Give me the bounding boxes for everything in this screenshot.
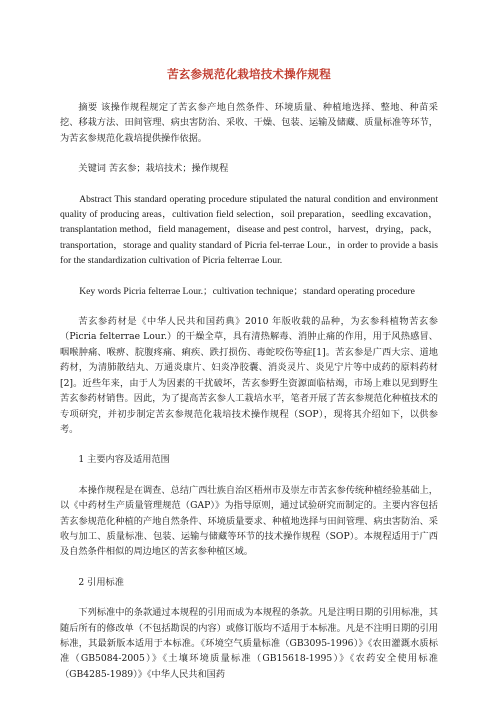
spacer (60, 146, 438, 161)
spacer (60, 269, 438, 284)
section-1-body: 本操作规程是在调查、总结广西壮族自治区梧州市及崇左市苦玄参传统种植经验基础上，以《中药材生产质量管理规范（GAP）》为指导原则，通过试验研究而制定的。主要内容包括苦玄参规范化种植的产地自然条件、环境质量要求、种植地选择与田间管理、病虫害防治、采收与加工、质量标准、包装、运输与储藏等环节的技术操作规程（SOP）。本规程适用于广西及自然条件相似的周边地区的苦玄参种植区域。 (60, 484, 438, 558)
spacer (60, 590, 438, 605)
abstract-en: Abstract This standard operating procedure stipulated the natural condition and environment quality of producing areas，cultivation field selection，soil preparation，seedling excavation，transplantation method，field management，disease and pest control，harvest，drying，pack，transportation，storage and quality standard of Picria fel-terrae Lour.，in order to provide a basis for the standardization cultivation of Picria felterrae Lour. (60, 193, 438, 267)
spacer (60, 177, 438, 192)
section-1-heading: 1 主要内容及适用范围 (78, 454, 170, 466)
section-2-heading: 2 引用标准 (78, 576, 124, 588)
spacer (60, 437, 438, 452)
abstract-cn: 摘要 该操作规程规定了苦玄参产地自然条件、环境质量、种植地选择、整地、种苗采挖、移栽方法、田间管理、病虫害防治、采收、干燥、包装、运输及储藏、质量标准等环节，为苦玄参规范化栽培提供操作依据。 (60, 102, 438, 144)
section-2-body: 下列标准中的条款通过本规程的引用而成为本规程的条款。凡是注明日期的引用标准，其随后所有的修改单（不包括勘误的内容）或修订版均不适用于本标准。凡是不注明日期的引用标准，其最新版本适用于本标准。《环境空气质量标准（GB3095-1996）》《农田灌溉水质标准（GB5084-2005）》《土壤环境质量标准（GB15618-1995）》《农药安全使用标准（GB4285-1989）》《中华人民共和国药 (60, 607, 438, 680)
page-title: 苦玄参规范化栽培技术操作规程 (167, 67, 331, 81)
keywords-en: Key words Picria felterrae Lour.；cultivation technique；standard operating procedure (79, 285, 415, 297)
spacer (60, 299, 438, 314)
keywords-cn: 关键词 苦玄参；栽培技术；操作规程 (78, 163, 229, 175)
spacer (60, 468, 438, 483)
intro-paragraph: 苦玄参药材是《中华人民共和国药典》2010 年版收载的品种，为玄参科植物苦玄参（Picria felterrae Lour.）的干燥全草，具有清热解毒、消肿止痛的作用，用于风热感冒、咽喉肿痛、喉痹、脘腹疼痛、痢疾、跌打损伤、毒蛇咬伤等症[1]。苦玄参是广西大宗、道地药材，为清肺散结丸、万通炎康片、妇炎净胶囊、消炎灵片、炎见宁片等中成药的原料药材[2]。近些年来，由于人为因素的干扰破坏，苦玄参野生资源面临枯竭，市场上难以见到野生苦玄参药材销售。因此，为了提高苦玄参人工栽培水平，笔者开展了苦玄参规范化种植技术的专项研究，并初步制定苦玄参规范化栽培技术操作规程（SOP），现将其介绍如下，以供参考。 (60, 316, 438, 435)
spacer (60, 560, 438, 575)
